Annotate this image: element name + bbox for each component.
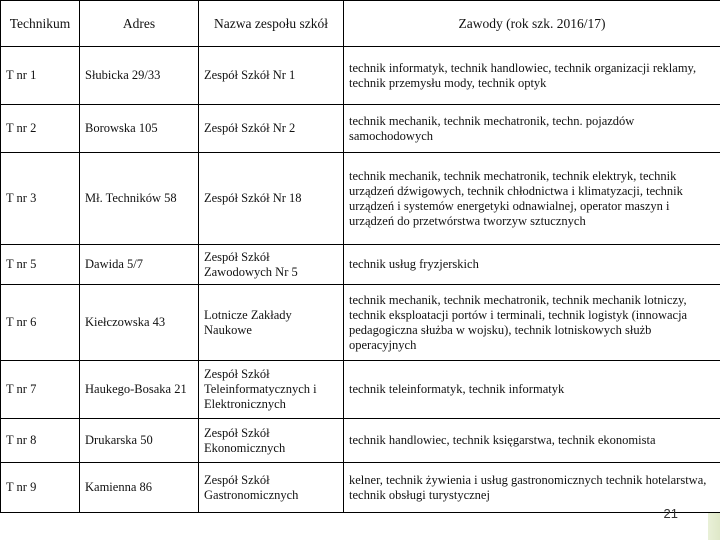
cell-professions: technik mechanik, technik mechatronik, techn. pojazdów samochodowych [344,105,720,153]
cell-address: Kamienna 86 [80,463,199,513]
cell-professions: technik teleinformatyk, technik informatyk [344,361,720,419]
cell-professions: technik informatyk, technik handlowiec, technik organizacji reklamy, technik przemysłu mody, technik optyk [344,47,720,105]
table-row [1,463,720,513]
cell-school: T nr 9 [1,463,80,513]
cell-address: Borowska 105 [80,105,199,153]
header-school: Technikum [1,1,80,47]
cell-professions: technik mechanik, technik mechatronik, technik mechanik lotniczy, technik eksploatacji portów i terminali, technik logistyk (innowacja pedagogiczna służba w wojsku), technik lotniskowych służb operacyjnych [344,285,720,361]
cell-address: Mł. Techników 58 [80,153,199,245]
cell-name: Zespół Szkół Teleinformatycznych i Elektronicznych [199,361,344,419]
table-row [1,419,720,463]
table-row [1,153,720,245]
cell-professions: technik handlowiec, technik księgarstwa, technik ekonomista [344,419,720,463]
cell-professions: kelner, technik żywienia i usług gastronomicznych technik hotelarstwa, technik obsługi turystycznej [344,463,720,513]
cell-name: Zespół Szkół Nr 1 [199,47,344,105]
header-professions: Zawody (rok szk. 2016/17) [344,1,720,47]
table-row [1,245,720,285]
table-row [1,361,720,419]
header-address: Adres [80,1,199,47]
table-row [1,105,720,153]
cell-name: Zespół Szkół Zawodowych Nr 5 [199,245,344,285]
cell-school: T nr 7 [1,361,80,419]
cell-name: Zespół Szkół Ekonomicznych [199,419,344,463]
cell-school: T nr 5 [1,245,80,285]
page-number: 21 [663,506,678,521]
header-name: Nazwa zespołu szkół [199,1,344,47]
table-row [1,285,720,361]
cell-name: Lotnicze Zakłady Naukowe [199,285,344,361]
cell-name: Zespół Szkół Nr 18 [199,153,344,245]
cell-school: T nr 8 [1,419,80,463]
cell-address: Słubicka 29/33 [80,47,199,105]
cell-school: T nr 1 [1,47,80,105]
cell-school: T nr 2 [1,105,80,153]
cell-professions: technik mechanik, technik mechatronik, technik elektryk, technik urządzeń dźwigowych, technik chłodnictwa i klimatyzacji, technik urządzeń i systemów energetyki odnawialnej, operator maszyn i urządzeń do przetwórstwa tworzyw sztucznych [344,153,720,245]
table-header-row [1,1,720,47]
cell-address: Drukarska 50 [80,419,199,463]
cell-name: Zespół Szkół Gastronomicznych [199,463,344,513]
cell-address: Kiełczowska 43 [80,285,199,361]
cell-name: Zespół Szkół Nr 2 [199,105,344,153]
cell-address: Haukego-Bosaka 21 [80,361,199,419]
cell-school: T nr 3 [1,153,80,245]
cell-address: Dawida 5/7 [80,245,199,285]
table-row [1,47,720,105]
cell-professions: technik usług fryzjerskich [344,245,720,285]
cell-school: T nr 6 [1,285,80,361]
